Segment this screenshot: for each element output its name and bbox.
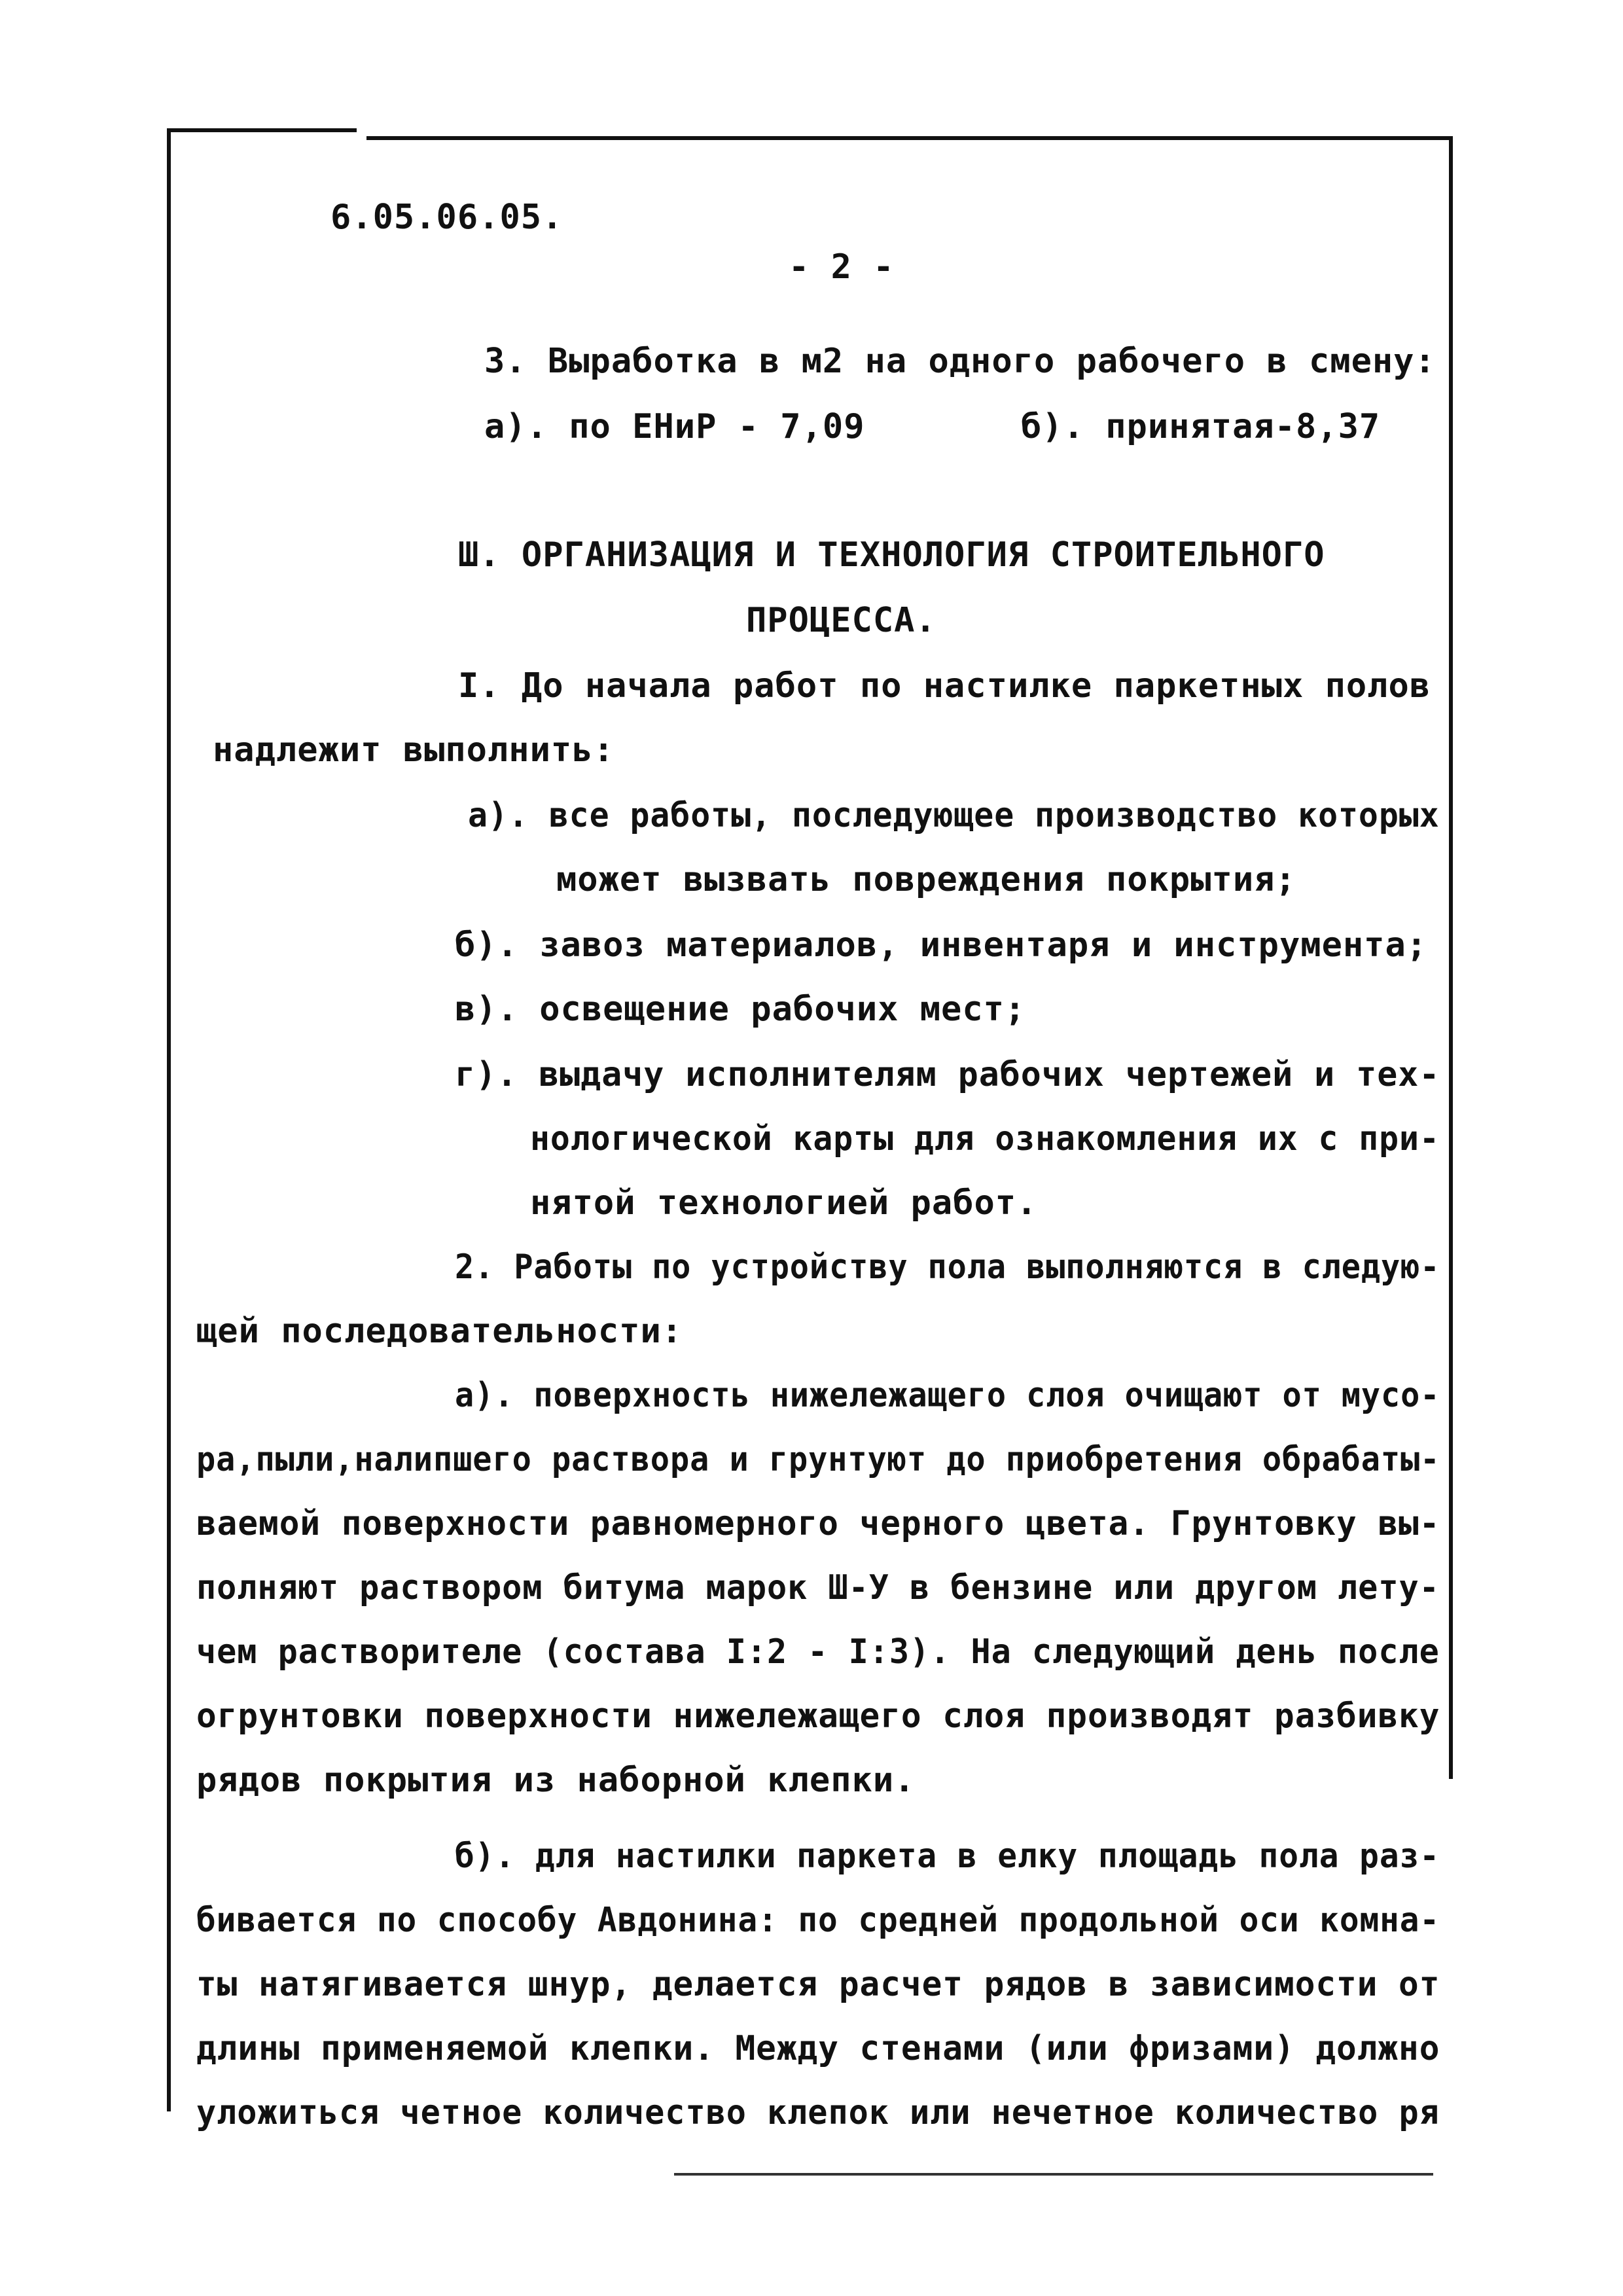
page-number: - 2 - <box>789 247 895 287</box>
text-line: надлежит выполнить: <box>213 730 615 770</box>
text-line: ты натягивается шнур, делается расчет рядов в зависимости от <box>196 1965 1440 2004</box>
text-line: уложиться четное количество клепок или нечетное количество ря <box>196 2093 1440 2132</box>
text-line: щей последовательности: <box>196 1312 683 1351</box>
frame-border-top <box>366 136 1453 140</box>
text-line: в). освещение рабочих мест; <box>455 990 1026 1029</box>
text-line: чем растворителе (состава I:2 - I:3). На следующий день после <box>196 1632 1440 1672</box>
text-line: б). для настилки паркета в елку площадь пола раз- <box>455 1837 1440 1876</box>
text-line: а). поверхность нижележащего слоя очищают от мусо- <box>455 1376 1440 1415</box>
text-line: огрунтовки поверхности нижележащего слоя производят разбивку <box>196 1696 1440 1736</box>
text-line: а). все работы, последующее производство которых <box>468 796 1440 835</box>
text-line: б). завоз материалов, инвентаря и инструмента; <box>455 925 1428 965</box>
section-heading-cont: ПРОЦЕССА. <box>746 601 936 640</box>
document-code: 6.05.06.05. <box>330 198 563 237</box>
frame-border-left <box>167 128 171 2111</box>
text-line: а). по ЕНиР - 7,09 <box>484 407 865 446</box>
text-line: может вызвать повреждения покрытия; <box>556 860 1296 899</box>
text-line: 3. Выработка в м2 на одного рабочего в смену: <box>484 342 1436 381</box>
frame-border-bottom <box>674 2173 1433 2176</box>
text-line: нятой технологией работ. <box>530 1183 1038 1223</box>
text-line: бивается по способу Авдонина: по средней продольной оси комна- <box>196 1901 1440 1940</box>
section-heading: Ш. ОРГАНИЗАЦИЯ И ТЕХНОЛОГИЯ СТРОИТЕЛЬНОГО <box>458 535 1325 575</box>
text-line: ра,пыли,налипшего раствора и грунтуют до приобретения обрабаты- <box>196 1440 1440 1479</box>
frame-border-top-left <box>167 128 357 132</box>
frame-border-right <box>1449 136 1453 1779</box>
text-line: I. До начала работ по настилке паркетных полов <box>458 666 1431 706</box>
text-line: нологической карты для ознакомления их с при- <box>530 1119 1440 1158</box>
text-line: длины применяемой клепки. Между стенами (или фризами) должно <box>196 2029 1440 2068</box>
text-line: полняют раствором битума марок Ш-У в бензине или другом лету- <box>196 1568 1440 1607</box>
text-line: б). принятая-8,37 <box>1021 407 1381 446</box>
text-line: г). выдачу исполнителям рабочих чертежей и тех- <box>455 1055 1440 1094</box>
text-line: 2. Работы по устройству пола выполняются в следую- <box>455 1247 1440 1287</box>
text-line: ваемой поверхности равномерного черного цвета. Грунтовку вы- <box>196 1504 1440 1543</box>
text-line: рядов покрытия из наборной клепки. <box>196 1761 916 1800</box>
